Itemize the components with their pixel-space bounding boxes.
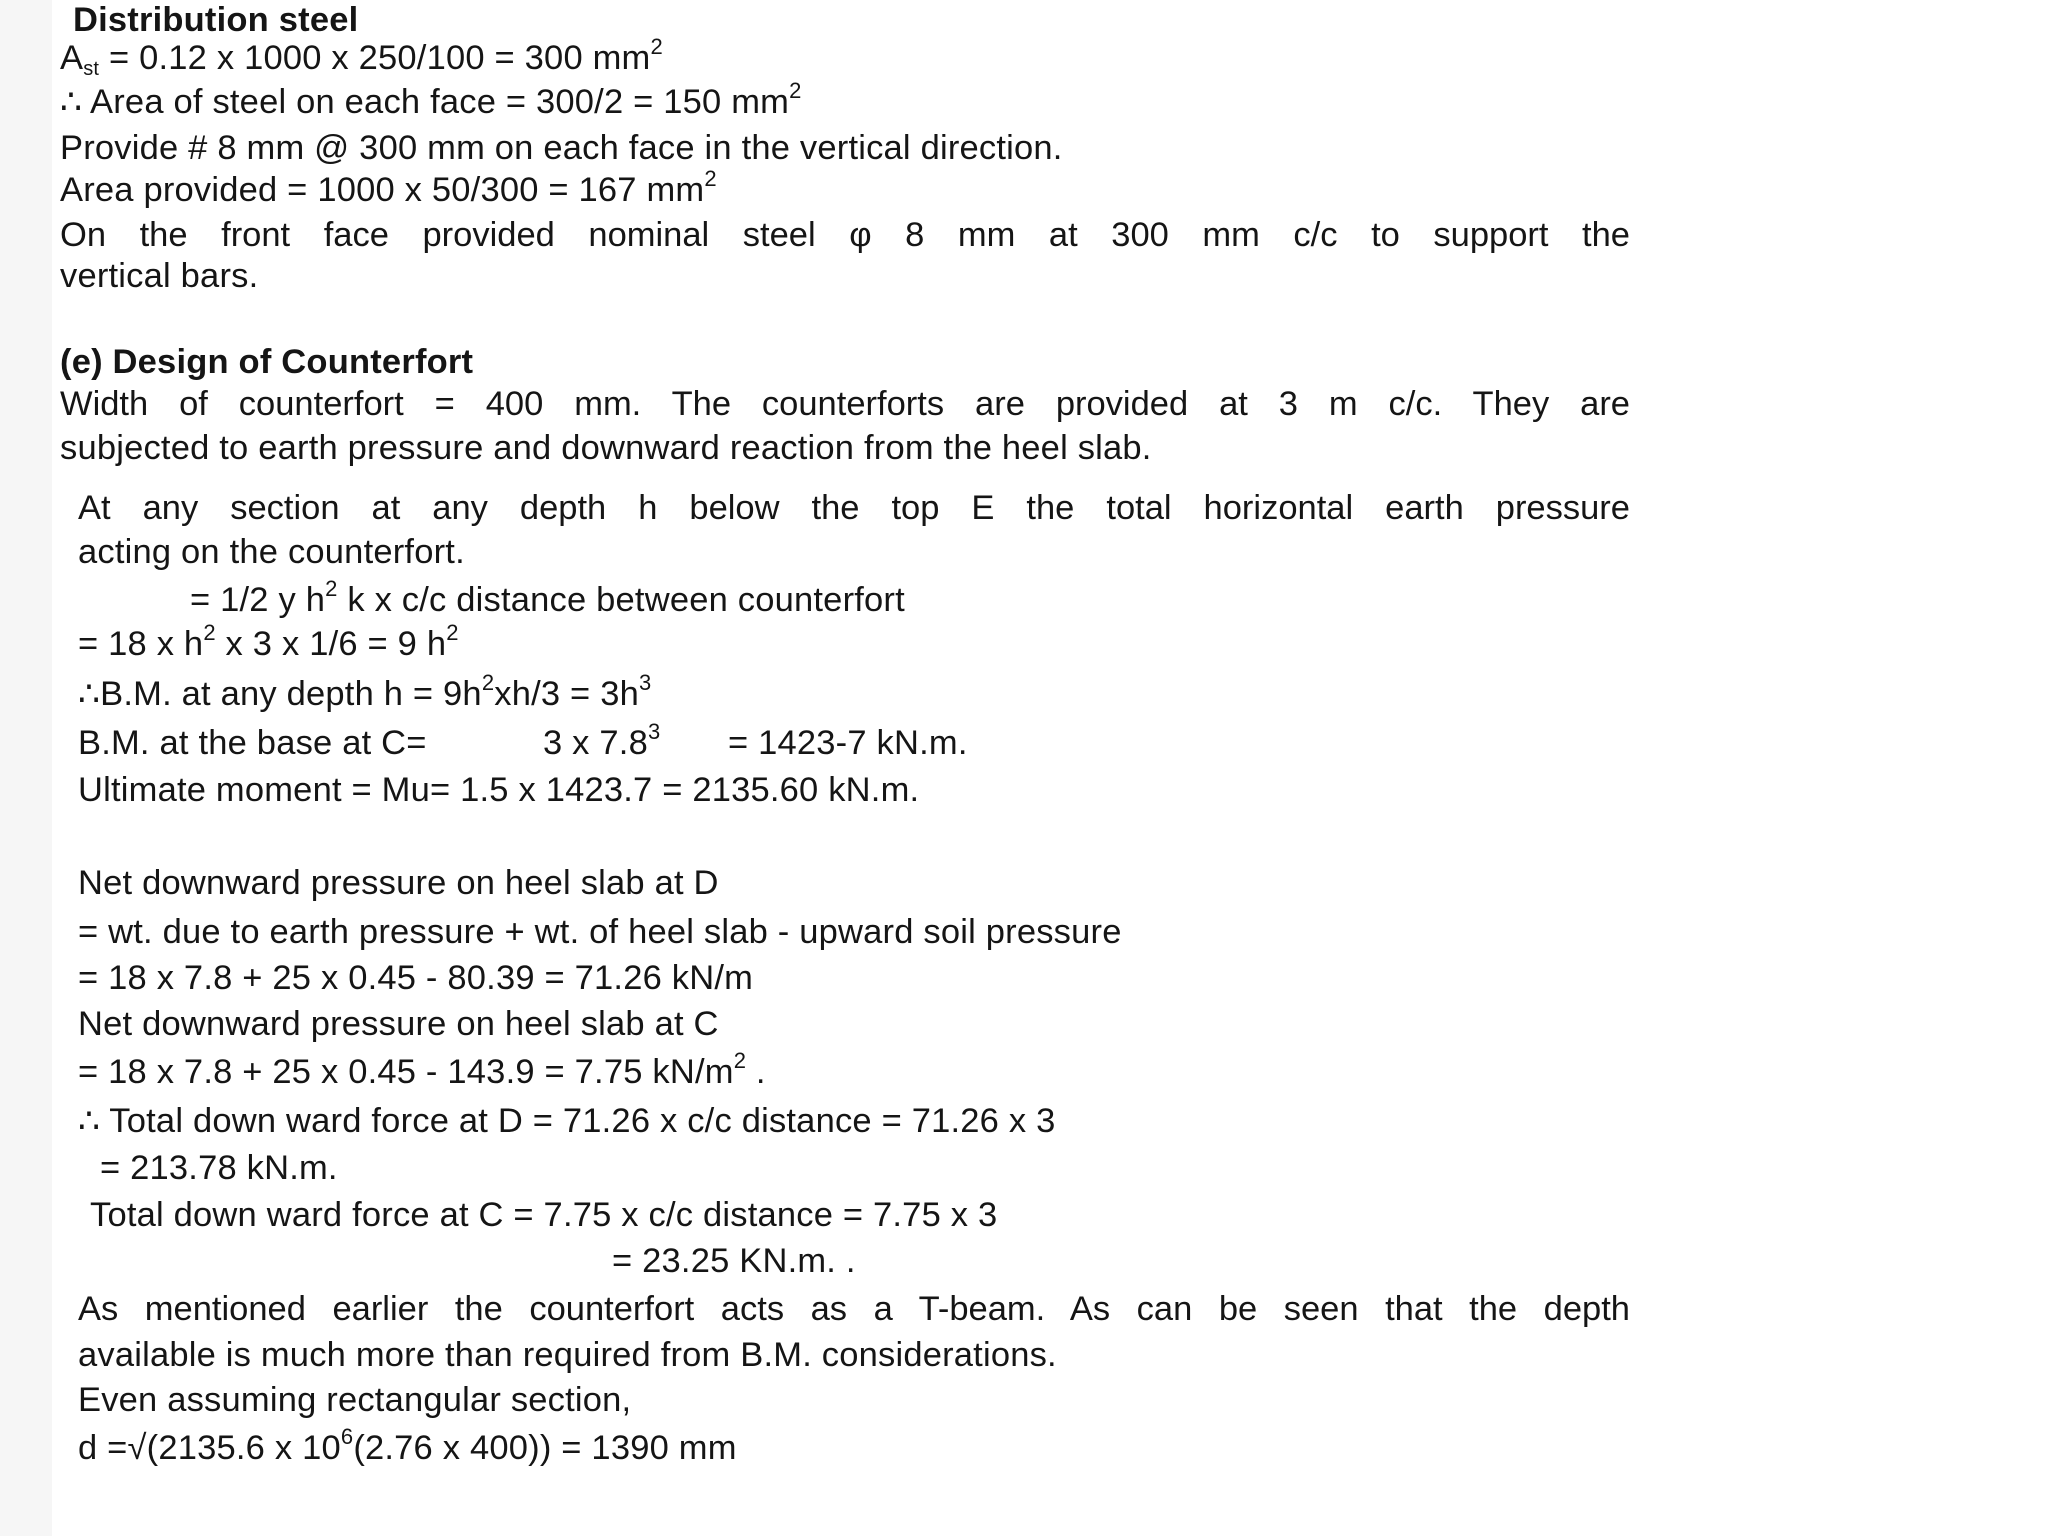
earth-pressure-value-b: x 3 x 1/6 = 9 h (215, 625, 447, 663)
bending-moment-depth-exponent-2: 3 (638, 670, 652, 695)
section-line-2: acting on the counterfort. (78, 533, 465, 571)
provide-bars-line: Provide # 8 mm @ 300 mm on each face in the vertical direction. (60, 129, 1063, 167)
counterfort-heading: (e) Design of Counterfort (60, 343, 474, 381)
bending-moment-base-label: B.M. at the base at C= (78, 724, 427, 762)
earth-pressure-formula-a: = 1/2 y h (190, 581, 326, 619)
depth-formula-line (78, 1424, 737, 1468)
bending-moment-depth-line (78, 670, 652, 714)
tbeam-line-2: available is much more than required from B.M. considerations. (78, 1336, 1057, 1374)
earth-pressure-value-a: = 18 x h (78, 625, 204, 663)
bending-moment-depth-b: xh/3 = 3h (494, 675, 639, 713)
tbeam-line-3: Even assuming rectangular section, (78, 1381, 632, 1419)
each-face-area-line (60, 78, 802, 122)
total-force-c-value: = 23.25 KN.m. . (612, 1242, 856, 1280)
ast-equation (60, 34, 663, 80)
ast-expression: = 0.12 x 1000 x 250/100 = 300 mm (99, 39, 651, 77)
earth-pressure-formula-b: k x c/c distance between counterfort (337, 581, 905, 619)
earth-pressure-formula-exponent: 2 (325, 576, 338, 601)
earth-pressure-value-exponent-1: 2 (203, 620, 216, 645)
left-margin-strip (0, 0, 52, 1536)
depth-formula-exponent: 6 (340, 1424, 354, 1449)
bending-moment-depth-a: ∴B.M. at any depth h = 9h (78, 675, 482, 713)
total-force-d-value: = 213.78 kN.m. (100, 1149, 338, 1187)
front-face-line-1: On the front face provided nominal steel φ 8 mm at 300 mm c/c to support the (60, 216, 1630, 254)
ultimate-moment-line: Ultimate moment = Mu= 1.5 x 1423.7 = 2135.60 kN.m. (78, 771, 920, 809)
net-pressure-c-value-text: = 18 x 7.8 + 25 x 0.45 - 143.9 = 7.75 kN/m (78, 1053, 734, 1091)
net-pressure-c-value (78, 1048, 766, 1092)
ast-symbol: A (60, 39, 84, 77)
bending-moment-base-exponent: 3 (647, 719, 661, 744)
counterfort-width-line-1: Width of counterfort = 400 mm. The counterforts are provided at 3 m c/c. They are (60, 385, 1630, 423)
net-pressure-c-tail: . (746, 1053, 766, 1091)
tbeam-line-1: As mentioned earlier the counterfort acts as a T-beam. As can be seen that the depth (78, 1290, 1630, 1328)
net-pressure-d-expression: = wt. due to earth pressure + wt. of heel slab - upward soil pressure (78, 913, 1122, 951)
total-force-d-line: ∴ Total down ward force at D = 71.26 x c/c distance = 71.26 x 3 (78, 1102, 1056, 1140)
section-line-1: At any section at any depth h below the top E the total horizontal earth pressure (78, 489, 1630, 527)
total-force-c-line: Total down ward force at C = 7.75 x c/c distance = 7.75 x 3 (90, 1196, 998, 1234)
net-pressure-c-heading: Net downward pressure on heel slab at C (78, 1005, 719, 1043)
counterfort-width-line-2: subjected to earth pressure and downward reaction from the heel slab. (60, 429, 1152, 467)
bending-moment-base-result: = 1423-7 kN.m. (728, 724, 968, 762)
bending-moment-base-product: 3 x 7.8 (543, 724, 648, 762)
depth-formula-b: (2.76 x 400)) = 1390 mm (353, 1429, 737, 1467)
net-pressure-d-heading: Net downward pressure on heel slab at D (78, 864, 719, 902)
ast-unit-exponent: 2 (650, 34, 663, 59)
earth-pressure-formula (190, 576, 905, 620)
each-face-exponent: 2 (789, 78, 802, 103)
front-face-line-2: vertical bars. (60, 257, 259, 295)
depth-formula-a: d =√(2135.6 x 10 (78, 1429, 341, 1467)
bending-moment-base-expression (543, 719, 661, 763)
area-provided-line (60, 166, 717, 210)
net-pressure-c-exponent: 2 (733, 1048, 747, 1073)
area-provided-exponent: 2 (704, 166, 717, 191)
distribution-steel-heading: Distribution steel (73, 1, 359, 39)
earth-pressure-value (78, 620, 459, 664)
net-pressure-d-value: = 18 x 7.8 + 25 x 0.45 - 80.39 = 71.26 kN/m (78, 959, 754, 997)
earth-pressure-value-exponent-2: 2 (446, 620, 459, 645)
area-provided-text: Area provided = 1000 x 50/300 = 167 mm (60, 171, 705, 209)
each-face-area-text: ∴ Area of steel on each face = 300/2 = 150 mm (60, 83, 790, 121)
bending-moment-depth-exponent-1: 2 (481, 670, 495, 695)
ast-subscript: st (83, 58, 100, 80)
